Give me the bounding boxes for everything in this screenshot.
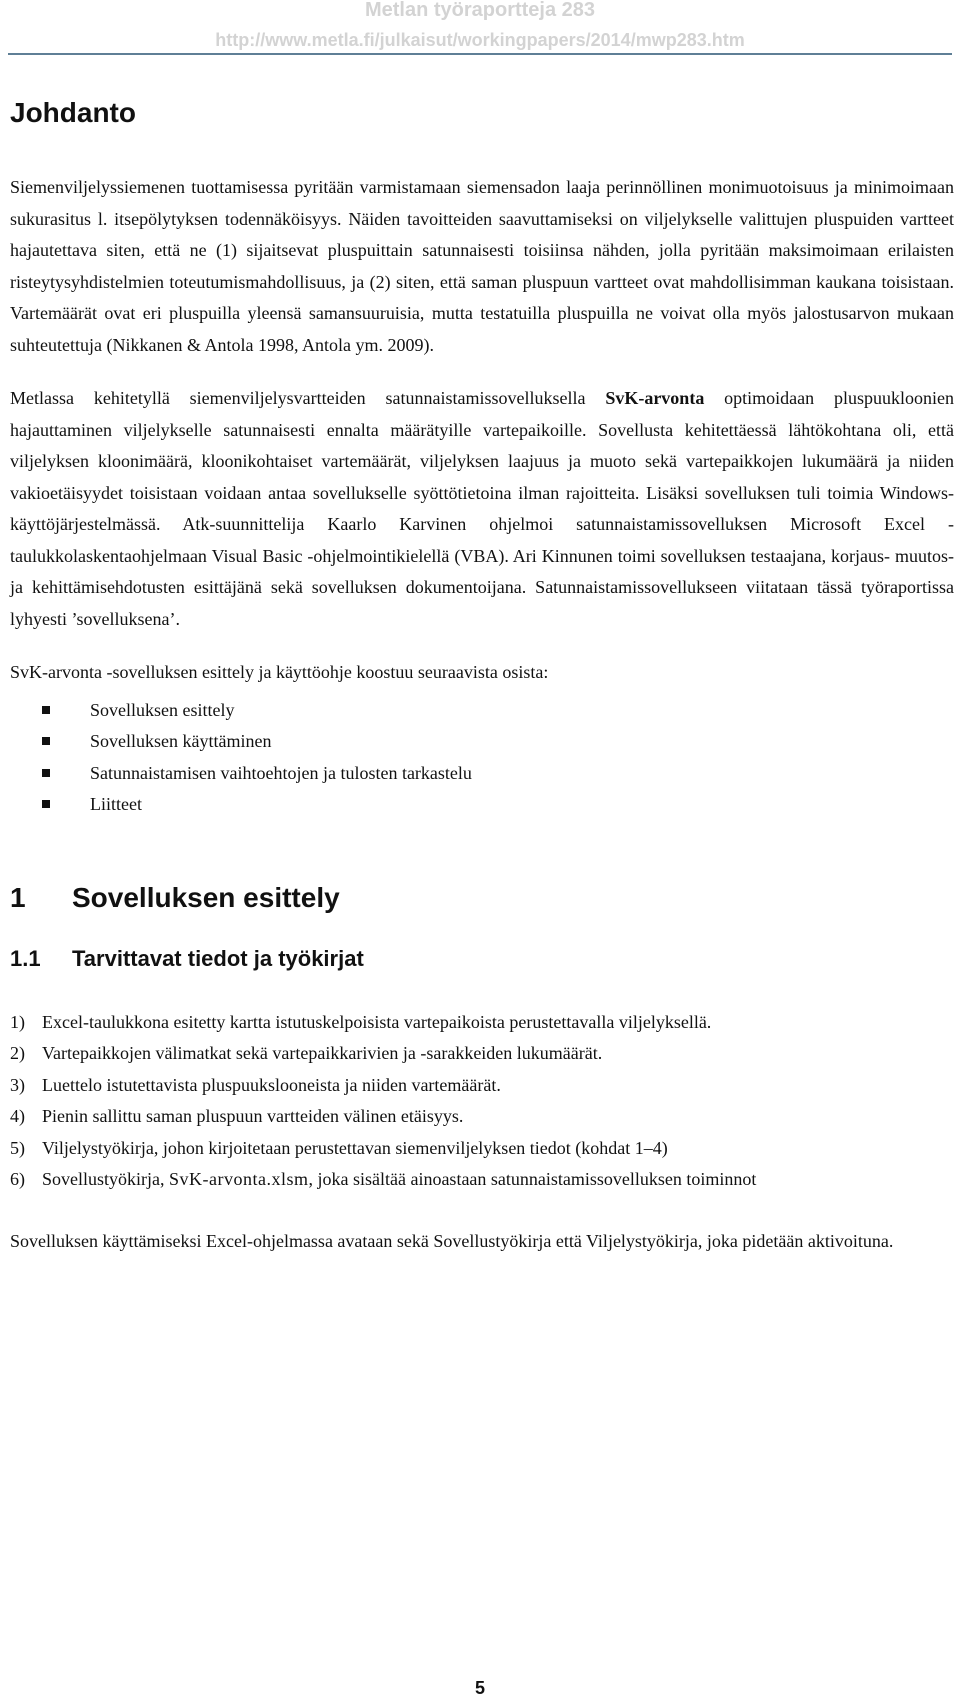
closing-paragraph: Sovelluksen käyttämiseksi Excel-ohjelmassa avataan sekä Sovellustyökirja että Viljelystyökirja, joka pidetään aktivoituna.	[10, 1230, 894, 1251]
chapter-title: Sovelluksen esittely	[72, 881, 340, 913]
parts-list	[10, 695, 954, 821]
chapter-number: 1	[10, 881, 26, 913]
list-marker: 5)	[10, 1137, 25, 1158]
square-bullet-icon	[42, 800, 50, 808]
publication-url[interactable]: http://www.metla.fi/julkaisut/workingpapers/2014/mwp283.htm	[215, 30, 745, 50]
app-name-bold: SvK-arvonta	[605, 388, 705, 408]
square-bullet-icon	[42, 706, 50, 714]
intro-paragraph-2	[10, 383, 954, 635]
intro-paragraph-2-rest: optimoidaan pluspuukloonien hajauttaminen viljelykselle satunnaisesti ennalta määrätyille vartepaikoille. Sovellusta kehitettäessä lähtökohtana oli, että viljelyksen kloonimäärä, kloonikohtaiset vartemäärät, viljelyksen laajuus ja muoto sekä vartepaikkojen lukumäärä ja niiden vakioetäisyydet toisistaan voidaan antaa sovellukselle syöttötietoina ilman rajoitteita. Lisäksi sovelluksen tuli toimia Windows-käyttöjärjestelmässä. Atk-suunnittelija Kaarlo Karvinen ohjelmoi satunnaistamissovelluksen Microsoft Excel -taulukkolaskentaohjelmaan Visual Basic -ohjelmointikielellä (VBA). Ari Kinnunen toimi sovelluksen testaajana, korjaus- muutos- ja kehittämisehdotusten esittäjänä sekä sovelluksen dokumentoijana. Satunnaistamissovellukseen viitataan tässä työraportissa lyhyesti ’sovelluksena’.	[10, 388, 955, 629]
square-bullet-icon	[42, 769, 50, 777]
list-item-text-start: Sovellustyökirja,	[42, 1169, 169, 1189]
chapter-heading	[10, 881, 954, 915]
list-marker: 6)	[10, 1169, 25, 1189]
list-marker: 4)	[10, 1106, 25, 1126]
list-item-text: Luettelo istutettavista pluspuukslooneista ja niiden vartemäärät.	[42, 1074, 501, 1095]
list-item-text: Satunnaistamisen vaihtoehtojen ja tulosten tarkastelu	[90, 762, 472, 783]
requirements-list	[10, 1007, 954, 1196]
page-number: 5	[474, 1678, 485, 1698]
list-marker: 3)	[10, 1074, 25, 1095]
list-item	[10, 1070, 954, 1102]
intro-heading: Johdanto	[10, 97, 136, 128]
list-item-text-rest: , joka sisältää ainoastaan satunnaistamissovelluksen toiminnot	[308, 1169, 757, 1189]
intro-paragraph-1: Siemenviljelyssiemenen tuottamisessa pyritään varmistamaan siemensadon laaja perinnöllinen monimuotoisuus ja minimoimaan sukurasitus l. itsepölytyksen todennäköisyys. Näiden tavoitteiden saavuttamiseksi on viljelykselle valittujen pluspuiden vartteet hajautettava siten, että ne (1) sijaitsevat pluspuittain satunnaisesti toisiinsa nähden, jolla pyritään maksimoimaan erilaisten risteytysyhdistelmien toteutumismahdollisuus, ja (2) siten, että saman pluspuun vartteet ovat mahdollisimman kaukana toisistaan. Vartemäärät ovat eri pluspuilla yleensä samansuuruisia, mutta testatuilla pluspuilla ne voivat olla myös jalostusarvon mukaan suhteutettuja (Nikkanen & Antola 1998, Antola ym. 2009).	[10, 177, 954, 355]
running-header	[0, 0, 960, 54]
list-item-text: Sovelluksen esittely	[90, 699, 235, 720]
section-number: 1.1	[10, 945, 41, 971]
list-marker: 1)	[10, 1011, 25, 1032]
section-heading	[10, 945, 954, 973]
list-item	[10, 1038, 954, 1070]
header-divider	[8, 53, 952, 55]
list-item-text: Vartepaikkojen välimatkat sekä vartepaikkarivien ja -sarakkeiden lukumäärät.	[42, 1043, 603, 1063]
list-item	[10, 1164, 954, 1196]
list-marker: 2)	[10, 1043, 25, 1063]
list-item-text: Excel-taulukkona esitetty kartta istutuskelpoisista vartepaikoista perustettavalla viljelyksellä.	[42, 1011, 712, 1032]
list-item	[10, 1007, 954, 1039]
list-item-text: Viljelystyökirja, johon kirjoitetaan perustettavan siemenviljelyksen tiedot (kohdat 1–4)	[42, 1137, 668, 1158]
list-item-text: Liitteet	[90, 794, 142, 814]
list-item-text: Pienin sallittu saman pluspuun vartteiden välinen etäisyys.	[42, 1106, 464, 1126]
list-item-text: Sovelluksen käyttäminen	[90, 731, 272, 751]
list-item	[10, 1133, 954, 1165]
square-bullet-icon	[42, 737, 50, 745]
list-item	[10, 758, 954, 790]
list-item	[10, 1101, 954, 1133]
page-content	[10, 96, 954, 1279]
list-item	[10, 695, 954, 727]
intro-paragraph-3: SvK-arvonta -sovelluksen esittely ja käyttöohje koostuu seuraavista osista:	[10, 662, 549, 682]
intro-paragraph-2-start: Metlassa kehitetyllä siemenviljelysvartteiden satunnaistamissovelluksella	[10, 388, 606, 408]
section-title: Tarvittavat tiedot ja työkirjat	[72, 945, 364, 971]
series-title: Metlan työraportteja 283	[364, 0, 596, 21]
workbook-filename: SvK-arvonta.xlsm	[169, 1169, 309, 1189]
list-item	[10, 789, 954, 821]
list-item	[10, 726, 954, 758]
